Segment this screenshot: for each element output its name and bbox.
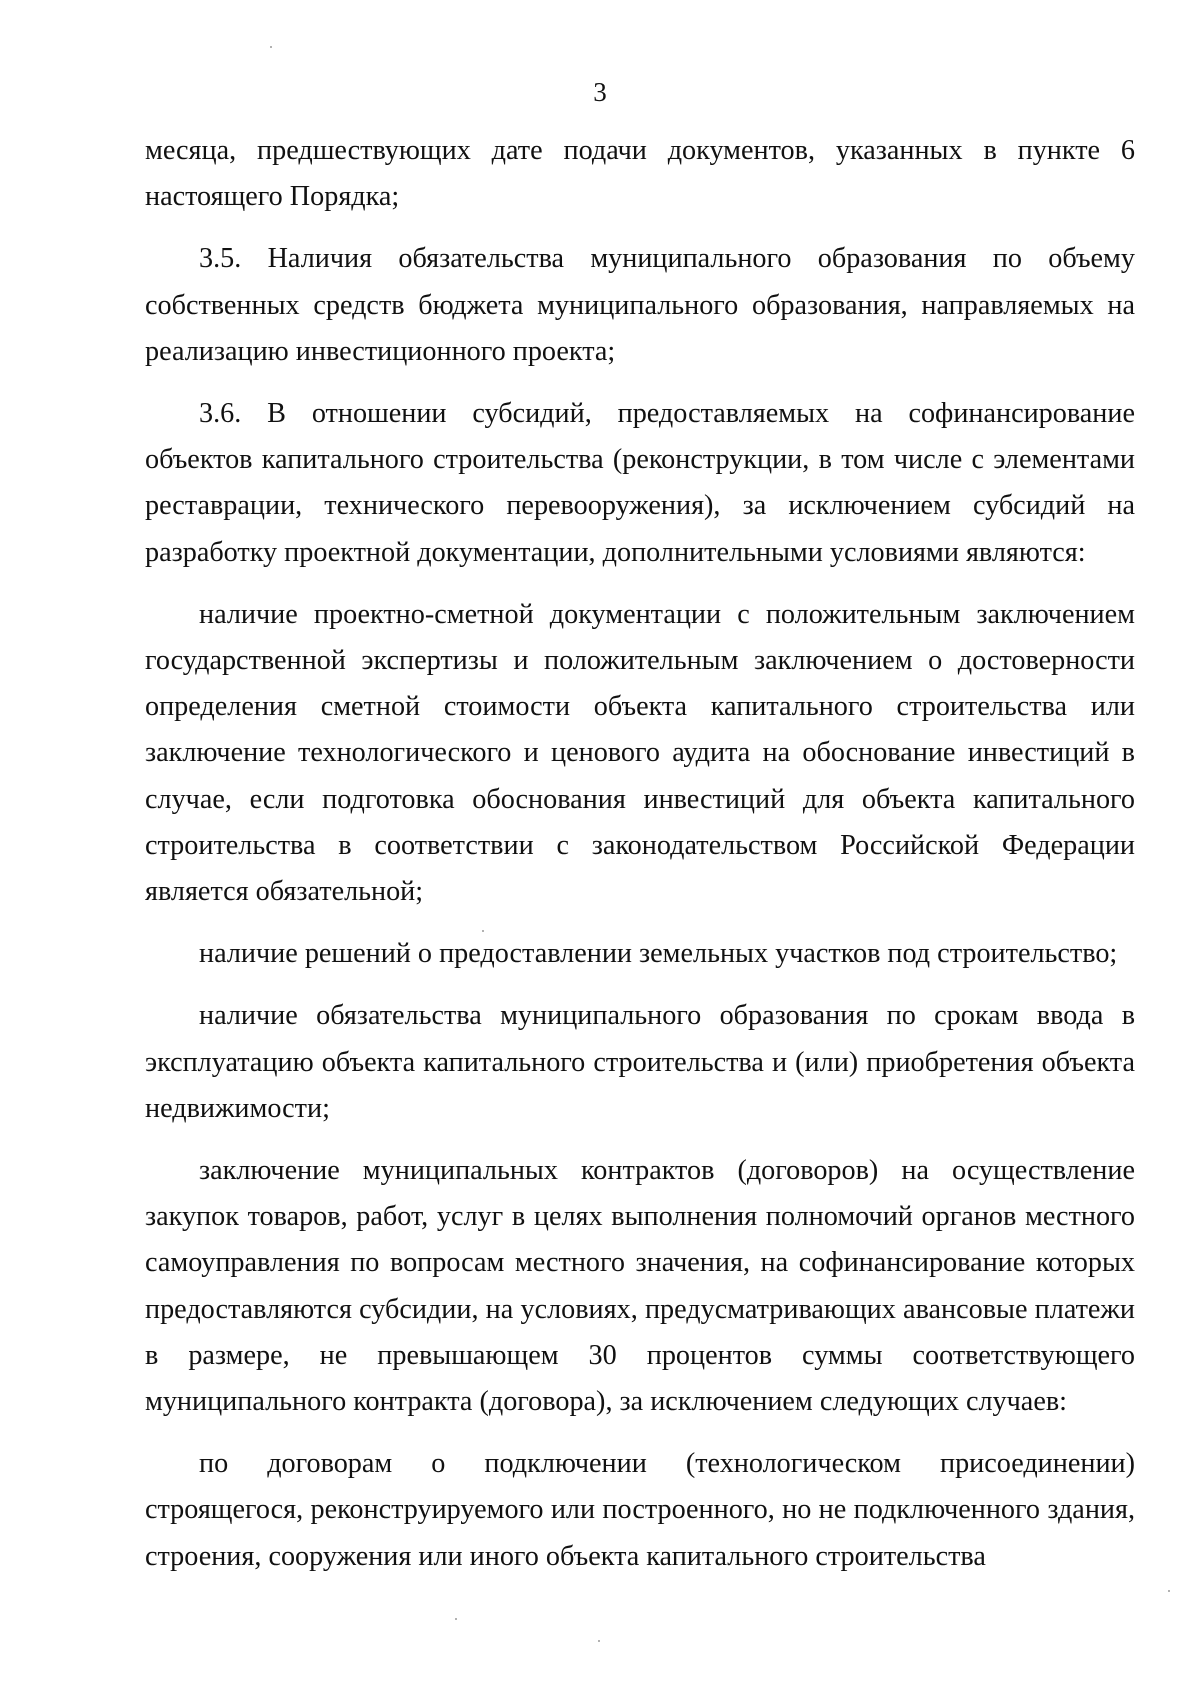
paragraph-3-6: 3.6. В отношении субсидий, предоставляемых на софинансирование объектов капитального строительства (реконструкции, в том числе с элементами реставрации, технического перевооружения), за исключением субсидий на разработку проектной документации, дополнительными условиями являются: [145, 398, 1135, 568]
paragraph-3-5: 3.5. Наличия обязательства муниципального образования по объему собственных средств бюджета муниципального образования, направляемых на реализацию инвестиционного проекта; [145, 243, 1135, 367]
page-number: 3 [593, 77, 607, 107]
document-body [145, 128, 1135, 1580]
scan-speck [455, 1618, 457, 1620]
paragraph-land-plots: наличие решений о предоставлении земельных участков под строительство; [199, 938, 1118, 970]
paragraph-connection-agreements: по договорам о подключении (технологическом присоединении) строящегося, реконструируемого или построенного, но не подключенного здания, строения, сооружения или иного объекта капитального строительства [145, 1448, 1135, 1572]
scan-speck [1168, 1590, 1170, 1592]
scan-speck [598, 1640, 600, 1642]
scan-speck [482, 930, 484, 932]
paragraph-commissioning-obligation: наличие обязательства муниципального образования по срокам ввода в эксплуатацию объекта капитального строительства и (или) приобретения объекта недвижимости; [145, 1000, 1135, 1124]
paragraph-continuation: месяца, предшествующих дате подачи документов, указанных в пункте 6 настоящего Порядка; [145, 135, 1135, 213]
paragraph-municipal-contracts: заключение муниципальных контрактов (договоров) на осуществление закупок товаров, работ, услуг в целях выполнения полномочий органов местного самоуправления по вопросам местного значения, на софинансирование которых предоставляются субсидии, на условиях, предусматривающих авансовые платежи в размере, не превышающем 30 процентов суммы соответствующего муниципального контракта (договора), за исключением следующих случаев: [145, 1155, 1135, 1418]
paragraph-design-documentation: наличие проектно-сметной документации с положительным заключением государственной экспертизы и положительным заключением о достоверности определения сметной стоимости объекта капитального строительства или заключение технологического и ценового аудита на обоснование инвестиций в случае, если подготовка обоснования инвестиций для объекта капитального строительства в соответствии с законодательством Российской Федерации является обязательной; [145, 598, 1135, 908]
scan-speck [270, 46, 272, 48]
